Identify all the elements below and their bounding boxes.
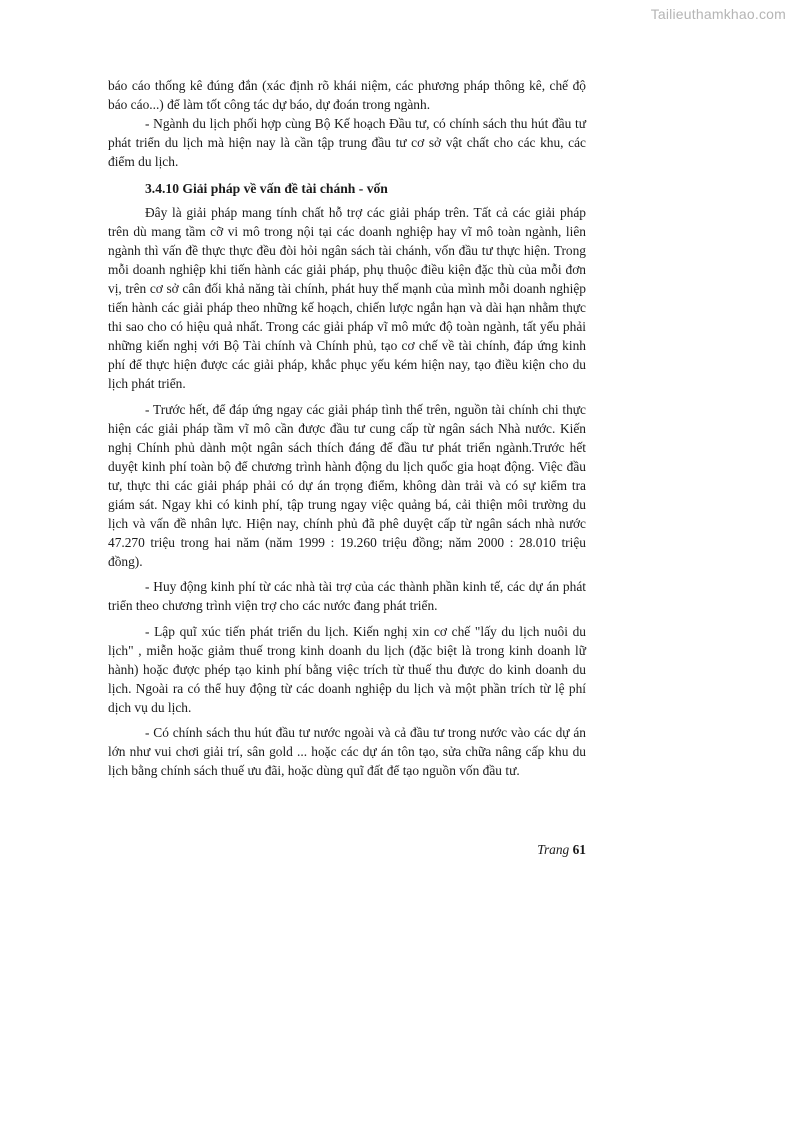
paragraph: - Có chính sách thu hút đầu tư nước ngoài và cả đầu tư trong nước vào các dự án lớn như vui chơi giải trí, sân gold ... hoặc các dự án tôn tạo, sửa chữa nâng cấp khu du lịch bằng chính sách thuế ưu đãi, hoặc dùng quĩ đất để tạo nguồn vốn đầu tư.: [108, 725, 586, 779]
section-heading: 3.4.10 Giải pháp về vấn đề tài chánh - vốn: [145, 181, 388, 197]
paragraph: Đây là giải pháp mang tính chất hỗ trợ các giải pháp trên. Tất cả các giải pháp trên dù mang tầm cỡ vi mô trong nội tại các doanh nghiệp hay vĩ mô toàn ngành, liên ngành thì vấn đề thực thực đều đòi hỏi ngân sách tài chánh, vốn đầu tư thực hiện. Trong mỗi doanh nghiệp khi tiến hành các giải pháp, phụ thuộc điều kiện đặc thù của mỗi đơn vị, trên cơ sở cân đối khả năng tài chính, phát huy thế mạnh của mình mỗi doanh nghiệp tiến hành các giải pháp theo những kế hoạch, chiến lược ngắn hạn và dài hạn nhằm thực thi sao cho có hiệu quả nhất. Trong các giải pháp vĩ mô mức độ toàn ngành, tất yếu phải những kiến nghị với Bộ Tài chính và Chính phủ, tạo cơ chế về tài chính, đáp ứng kinh phí để thực hiện được các giải pháp, khắc phục yếu kém hiện nay, tạo điều kiện cho du lịch phát triển.: [108, 204, 586, 392]
page-label: Trang: [537, 842, 570, 857]
document-body: [108, 76, 586, 780]
watermark: Tailieuthamkhao.com: [650, 6, 786, 22]
paragraph: - Trước hết, để đáp ứng ngay các giải pháp tình thế trên, nguồn tài chính chi thực hiện các giải pháp tầm vĩ mô cần được đầu tư cung cấp từ ngân sách Nhà nước. Kiến nghị Chính phủ dành một ngân sách thích đáng để đầu tư phát triển ngành.Trước hết duyệt kinh phí toàn bộ để chương trình hành động du lịch quốc gia hoạt động. Việc đầu tư, thực thi các giải pháp phải có dự án trọng điểm, không dàn trải và có sự kiểm tra giám sát. Ngay khi có kinh phí, tập trung ngay việc quảng bá, cải thiện môi trường du lịch và vấn đề nhân lực. Hiện nay, chính phủ đã phê duyệt cấp từ ngân sách nhà nước 47.270 triệu trong hai năm (năm 1999 : 19.260 triệu đồng; năm 2000 : 28.010 triệu đồng).: [108, 401, 586, 570]
paragraph: - Lập quĩ xúc tiến phát triển du lịch. Kiến nghị xin cơ chế "lấy du lịch nuôi du lịch" , miễn hoặc giảm thuế trong kinh doanh du lịch (đặc biệt là trong kinh doanh lữ hành) hoặc được phép tạo kinh phí bằng việc trích từ thuế thu được do kinh doanh du lịch. Ngoài ra có thể huy động từ các doanh nghiệp du lịch và một phần trích từ lệ phí dịch vụ du lịch.: [108, 623, 586, 715]
page-number-value: 61: [572, 842, 586, 857]
paragraph: - Ngành du lịch phối hợp cùng Bộ Kế hoạch Đầu tư, có chính sách thu hút đầu tư phát triển du lịch mà hiện nay là cần tập trung đầu tư cơ sở vật chất cho các khu, các điểm du lịch.: [108, 116, 586, 170]
paragraph: - Huy động kinh phí từ các nhà tài trợ của các thành phần kinh tế, các dự án phát triển theo chương trình viện trợ cho các nước đang phát triển.: [108, 579, 586, 614]
page-number: [108, 842, 586, 858]
paragraph: báo cáo thống kê đúng đắn (xác định rõ khái niệm, các phương pháp thông kê, chế độ báo cáo...) để làm tốt công tác dự báo, dự đoán trong ngành.: [108, 78, 586, 113]
